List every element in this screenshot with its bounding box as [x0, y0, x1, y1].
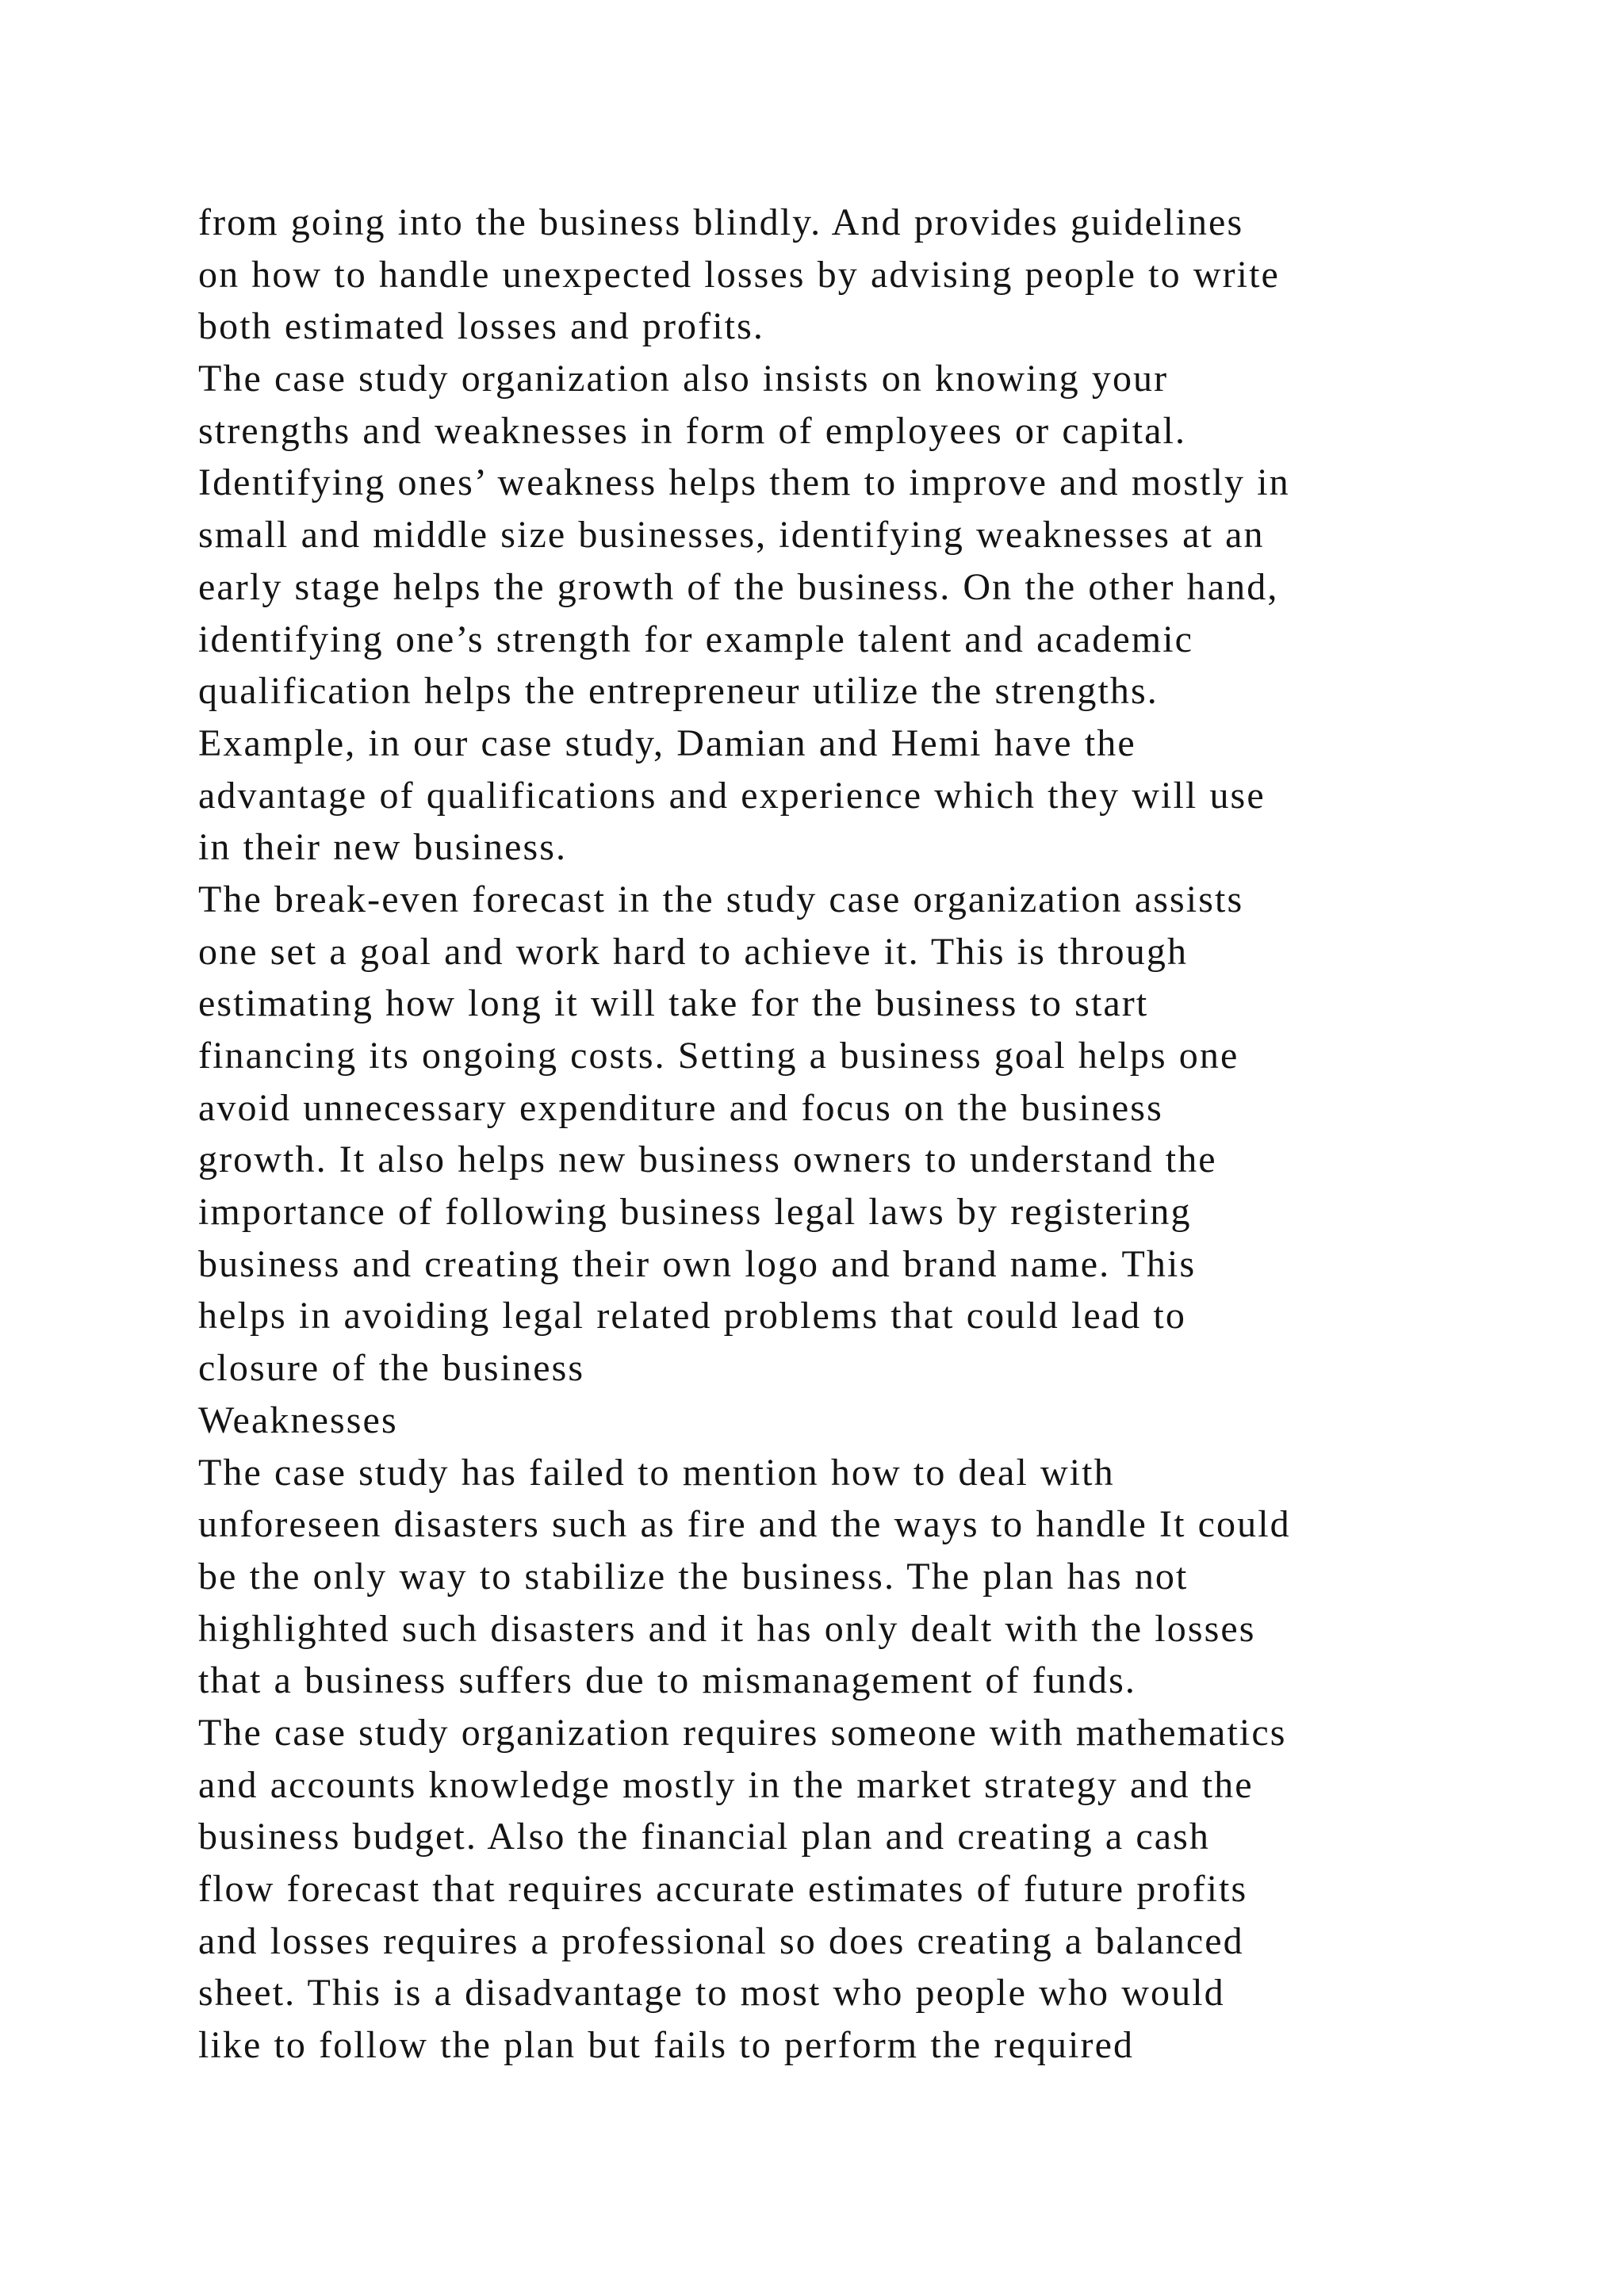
- section-heading-weaknesses: Weaknesses: [198, 1399, 398, 1441]
- text-line: one set a goal and work hard to achieve it. This is through: [198, 930, 1189, 973]
- text-line: sheet. This is a disadvantage to most who people who would: [198, 1972, 1225, 2015]
- text-line: The case study organization requires someone with mathematics: [198, 1711, 1287, 1754]
- text-line: small and middle size businesses, identifying weaknesses at an: [198, 514, 1265, 557]
- text-line: advantage of qualifications and experience which they will use: [198, 774, 1266, 817]
- text-line: that a business suffers due to mismanagement of funds.: [198, 1659, 1136, 1702]
- text-line: financing its ongoing costs. Setting a business goal helps one: [198, 1035, 1239, 1077]
- text-line: be the only way to stabilize the business. The plan has not: [198, 1555, 1189, 1598]
- text-line: helps in avoiding legal related problems that could lead to: [198, 1295, 1186, 1337]
- text-line: from going into the business blindly. And provides guidelines: [198, 201, 1244, 243]
- text-line: The case study organization also insists on knowing your: [198, 358, 1169, 400]
- text-line: growth. It also helps new business owners to understand the: [198, 1138, 1217, 1181]
- text-line: and accounts knowledge mostly in the market strategy and the: [198, 1763, 1254, 1806]
- text-line: estimating how long it will take for the business to start: [198, 982, 1149, 1025]
- text-line: early stage helps the growth of the business. On the other hand,: [198, 565, 1279, 608]
- text-line: closure of the business: [198, 1347, 585, 1390]
- text-line: The case study has failed to mention how to deal with: [198, 1451, 1115, 1494]
- text-line: Identifying ones’ weakness helps them to improve and mostly in: [198, 461, 1290, 504]
- text-line: both estimated losses and profits.: [198, 305, 764, 348]
- text-line: importance of following business legal laws by registering: [198, 1191, 1192, 1234]
- text-line: flow forecast that requires accurate estimates of future profits: [198, 1868, 1248, 1910]
- text-line: on how to handle unexpected losses by advising people to write: [198, 253, 1280, 296]
- text-line: business and creating their own logo and brand name. This: [198, 1242, 1197, 1285]
- text-line: highlighted such disasters and it has only dealt with the losses: [198, 1607, 1256, 1650]
- text-line: unforeseen disasters such as fire and the ways to handle It could: [198, 1503, 1291, 1546]
- text-line: The break-even forecast in the study case organization assists: [198, 878, 1244, 920]
- text-line: strengths and weaknesses in form of employees or capital.: [198, 409, 1187, 452]
- text-line: avoid unnecessary expenditure and focus on the business: [198, 1086, 1163, 1129]
- text-line: identifying one’s strength for example talent and academic: [198, 618, 1194, 660]
- text-line: business budget. Also the financial plan and creating a cash: [198, 1816, 1211, 1858]
- text-line: in their new business.: [198, 826, 568, 869]
- body-text: [198, 197, 1483, 2072]
- text-line: qualification helps the entrepreneur utilize the strengths.: [198, 670, 1159, 713]
- text-line: like to follow the plan but fails to perform the required: [198, 2024, 1135, 2067]
- text-line: and losses requires a professional so does creating a balanced: [198, 1919, 1244, 1962]
- text-line: Example, in our case study, Damian and Hemi have the: [198, 721, 1136, 764]
